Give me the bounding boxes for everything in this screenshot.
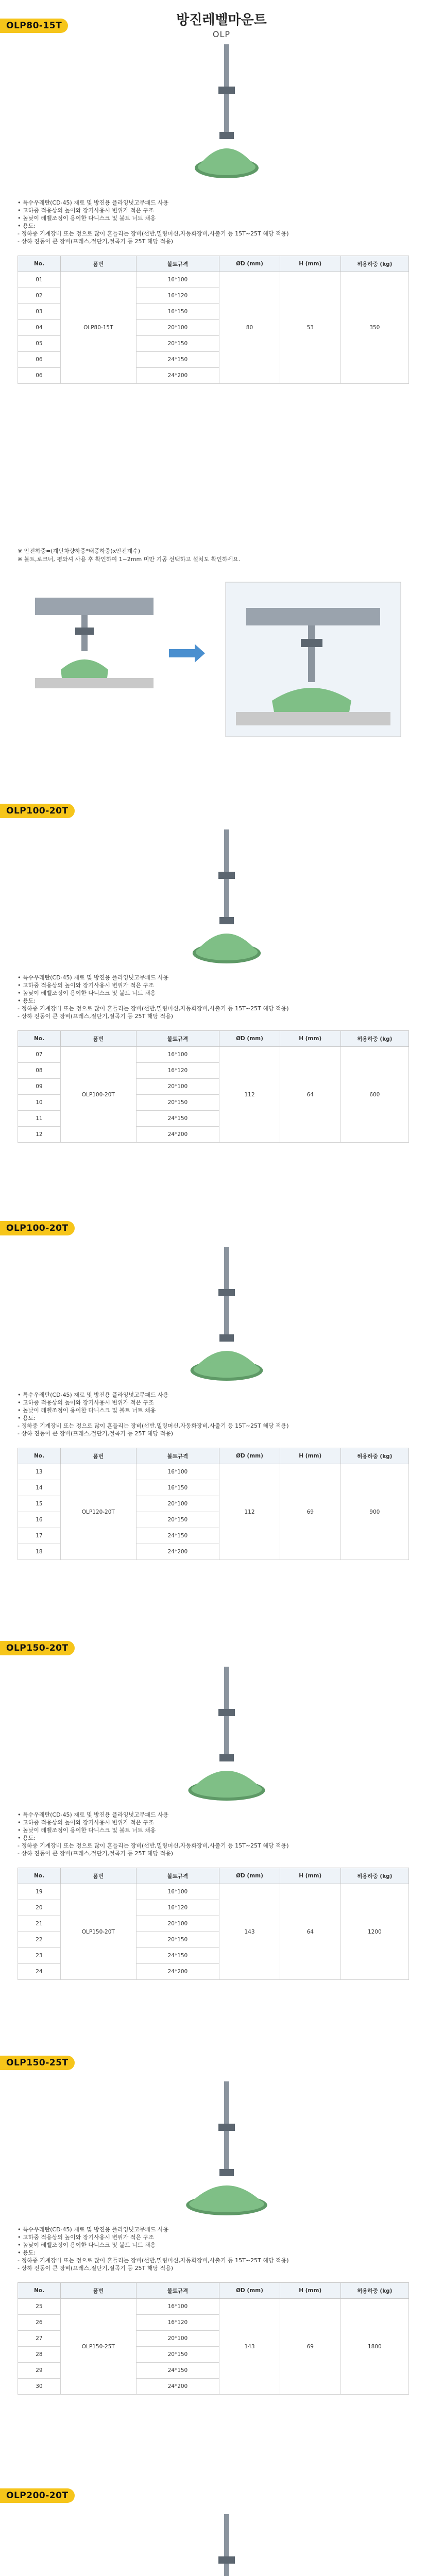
page-subtitle: OLP bbox=[212, 29, 231, 39]
page-title: 방진레벨마운트 bbox=[176, 12, 267, 28]
cell-no: 01 bbox=[18, 272, 61, 288]
feature-item: • 고하중 적용상의 높이와 장기사용시 변위가 적은 구조 bbox=[18, 1399, 154, 1406]
cell-no: 27 bbox=[18, 2331, 61, 2347]
cell-no: 14 bbox=[18, 1480, 61, 1496]
cell-bolt: 16*100 bbox=[136, 1047, 219, 1063]
cell-part: OLP120-20T bbox=[60, 1464, 136, 1560]
table-header: No. bbox=[18, 1031, 61, 1047]
cell-bolt: 16*100 bbox=[136, 272, 219, 288]
table-header: 허용하중 (kg) bbox=[340, 1031, 408, 1047]
cell-bolt: 20*150 bbox=[136, 1512, 219, 1528]
cell-no: 07 bbox=[18, 1047, 61, 1063]
table-header: 허용하중 (kg) bbox=[340, 1448, 408, 1464]
cell-no: 03 bbox=[18, 304, 61, 320]
feature-item: • 특수우레탄(CD-45) 재료 및 방진용 플라잉넛고무패드 사용 bbox=[18, 1392, 169, 1398]
diagram-notes bbox=[18, 547, 424, 564]
cell-no: 08 bbox=[18, 1063, 61, 1079]
table-row bbox=[18, 272, 409, 288]
note-item: - 상하 진동이 큰 장비(프레스,절단기,절곡기 등 25T 해당 적용) bbox=[18, 1013, 174, 1020]
cell-no: 09 bbox=[18, 1079, 61, 1095]
table-header: ØD (mm) bbox=[219, 1031, 280, 1047]
floor bbox=[35, 678, 154, 688]
cell-no: 19 bbox=[18, 1884, 61, 1900]
table-header: 볼트규격 bbox=[136, 1448, 219, 1464]
cell-bolt: 20*150 bbox=[136, 1095, 219, 1111]
note-item: - 정하중 기계장비 또는 정으로 많이 흔들리는 장비(선반,밀링머신,자동화장비,사출기 등 15T~25T 해당 적용) bbox=[18, 2257, 289, 2264]
table-row bbox=[18, 1464, 409, 1480]
feature-item: • 높낮이 레벨조정이 용이한 다니스크 및 볼트 너트 채용 bbox=[18, 1407, 156, 1414]
feature-item: • 고하중 적용상의 높이와 장기사용시 변위가 적은 구조 bbox=[18, 1819, 154, 1826]
feature-list bbox=[18, 199, 424, 245]
cell-load: 1800 bbox=[340, 2299, 408, 2395]
spec-table bbox=[18, 1448, 409, 1560]
table-row bbox=[18, 1047, 409, 1063]
floor-2 bbox=[236, 712, 390, 725]
cell-no: 20 bbox=[18, 1900, 61, 1916]
feature-list bbox=[18, 974, 424, 1020]
table-row bbox=[18, 1884, 409, 1900]
cell-no: 05 bbox=[18, 336, 61, 352]
table-header: 품번 bbox=[60, 256, 136, 272]
feature-item: • 높낮이 레벨조정이 용이한 다니스크 및 볼트 너트 채용 bbox=[18, 215, 156, 222]
cell-no: 11 bbox=[18, 1111, 61, 1127]
table-header: H (mm) bbox=[280, 1031, 340, 1047]
cell-load: 1200 bbox=[340, 1884, 408, 1980]
cell-h: 69 bbox=[280, 1464, 340, 1560]
cell-bolt: 16*120 bbox=[136, 1063, 219, 1079]
note-item: - 상하 진동이 큰 장비(프레스,절단기,절곡기 등 25T 해당 적용) bbox=[18, 2265, 174, 2272]
machine-frame-2 bbox=[246, 608, 380, 625]
table-header: 허용하중 (kg) bbox=[340, 256, 408, 272]
cell-bolt: 16*100 bbox=[136, 1464, 219, 1480]
cell-no: 24 bbox=[18, 1964, 61, 1980]
cell-no: 06 bbox=[18, 368, 61, 384]
spec-table bbox=[18, 256, 409, 384]
cell-bolt: 24*200 bbox=[136, 2379, 219, 2395]
table-header: H (mm) bbox=[280, 2283, 340, 2299]
cell-bolt: 16*100 bbox=[136, 2299, 219, 2315]
arrow-icon bbox=[169, 644, 205, 663]
table-header: ØD (mm) bbox=[219, 1448, 280, 1464]
feature-item: • 고하중 적용상의 높이와 장기사용시 변위가 적은 구조 bbox=[18, 982, 154, 989]
feature-item: • 특수우레탄(CD-45) 재료 및 방진용 플라잉넛고무패드 사용 bbox=[18, 2226, 169, 2233]
cell-bolt: 16*120 bbox=[136, 2315, 219, 2331]
feature-item: • 고하중 적용상의 높이와 장기사용시 변위가 적은 구조 bbox=[18, 207, 154, 214]
cell-load: 350 bbox=[340, 272, 408, 384]
page-header bbox=[0, 0, 443, 39]
model-tag: OLP150-20T bbox=[0, 1641, 75, 1655]
cell-h: 53 bbox=[280, 272, 340, 384]
feature-item: • 고하중 적용상의 높이와 장기사용시 변위가 적은 구조 bbox=[18, 2234, 154, 2241]
cell-bolt: 20*100 bbox=[136, 1916, 219, 1932]
cell-bolt: 20*100 bbox=[136, 320, 219, 336]
table-header: 허용하중 (kg) bbox=[340, 1868, 408, 1884]
feature-item: • 높낮이 레벨조정이 용이한 다니스크 및 볼트 너트 채용 bbox=[18, 1827, 156, 1834]
table-header: 볼트규격 bbox=[136, 2283, 219, 2299]
cell-no: 21 bbox=[18, 1916, 61, 1932]
note-item: - 상하 진동이 큰 장비(프레스,절단기,절곡기 등 25T 해당 적용) bbox=[18, 1430, 174, 1437]
cell-no: 16 bbox=[18, 1512, 61, 1528]
model-tag: OLP200-20T bbox=[0, 2488, 75, 2503]
model-tag: OLP150-25T bbox=[0, 2056, 75, 2070]
cell-bolt: 24*200 bbox=[136, 368, 219, 384]
pad-side bbox=[61, 659, 108, 678]
notes-header: • 용도: bbox=[18, 223, 36, 229]
cell-no: 28 bbox=[18, 2347, 61, 2363]
bolt-shaft-2 bbox=[308, 625, 315, 682]
mount-product-icon bbox=[175, 2076, 278, 2231]
note-item: - 상하 진동이 큰 장비(프레스,절단기,절곡기 등 25T 해당 적용) bbox=[18, 238, 174, 245]
cell-bolt: 20*150 bbox=[136, 336, 219, 352]
table-header: H (mm) bbox=[280, 1448, 340, 1464]
cell-bolt: 16*100 bbox=[136, 1884, 219, 1900]
cell-d: 143 bbox=[219, 2299, 280, 2395]
diagram-note: ※ 안전하중=(계단차량하중*태풍하중)x안전계수) bbox=[18, 548, 141, 554]
table-header: 볼트규격 bbox=[136, 1031, 219, 1047]
note-item: - 정하중 기계장비 또는 정으로 많이 흔들리는 장비(선반,밀링머신,자동화장비,사출기 등 15T~25T 해당 적용) bbox=[18, 1842, 289, 1849]
feature-list bbox=[18, 1391, 424, 1437]
feature-item: • 특수우레탄(CD-45) 재료 및 방진용 플라잉넛고무패드 사용 bbox=[18, 199, 169, 206]
cell-no: 22 bbox=[18, 1932, 61, 1948]
mount-product-icon bbox=[175, 1662, 278, 1816]
cell-no: 10 bbox=[18, 1095, 61, 1111]
cell-no: 13 bbox=[18, 1464, 61, 1480]
nut-2 bbox=[301, 639, 322, 647]
note-item: - 정하중 기계장비 또는 정으로 많이 흔들리는 장비(선반,밀링머신,자동화장비,사출기 등 15T~25T 해당 적용) bbox=[18, 1422, 289, 1429]
cell-h: 64 bbox=[280, 1047, 340, 1143]
table-header: 품번 bbox=[60, 1448, 136, 1464]
table-header: H (mm) bbox=[280, 256, 340, 272]
cell-no: 15 bbox=[18, 1496, 61, 1512]
mount-product-icon bbox=[175, 39, 278, 194]
feature-item: • 높낮이 레벨조정이 용이한 다니스크 및 볼트 너트 채용 bbox=[18, 2242, 156, 2248]
notes-header: • 용도: bbox=[18, 2249, 36, 2256]
cell-bolt: 24*150 bbox=[136, 1948, 219, 1964]
cell-no: 12 bbox=[18, 1127, 61, 1143]
table-row bbox=[18, 2299, 409, 2315]
cell-h: 64 bbox=[280, 1884, 340, 1980]
machine-frame bbox=[35, 598, 154, 615]
mount-product-icon bbox=[175, 1242, 278, 1396]
cell-part: OLP100-20T bbox=[60, 1047, 136, 1143]
notes-header: • 용도: bbox=[18, 1415, 36, 1421]
note-item: - 정하중 기계장비 또는 정으로 많이 흔들리는 장비(선반,밀링머신,자동화장비,사출기 등 15T~25T 해당 적용) bbox=[18, 1005, 289, 1012]
model-tag: OLP100-20T bbox=[0, 804, 75, 818]
cell-no: 25 bbox=[18, 2299, 61, 2315]
feature-item: • 특수우레탄(CD-45) 재료 및 방진용 플라잉넛고무패드 사용 bbox=[18, 1811, 169, 1818]
cell-load: 600 bbox=[340, 1047, 408, 1143]
cell-bolt: 16*120 bbox=[136, 1900, 219, 1916]
cell-no: 06 bbox=[18, 352, 61, 368]
cell-h: 69 bbox=[280, 2299, 340, 2395]
cell-no: 30 bbox=[18, 2379, 61, 2395]
spec-table bbox=[18, 1030, 409, 1143]
feature-list bbox=[18, 1811, 424, 1857]
note-item: - 상하 진동이 큰 장비(프레스,절단기,절곡기 등 25T 해당 적용) bbox=[18, 1850, 174, 1857]
cell-bolt: 16*150 bbox=[136, 1480, 219, 1496]
feature-item: • 높낮이 레벨조정이 용이한 다니스크 및 볼트 너트 채용 bbox=[18, 990, 156, 996]
spec-table bbox=[18, 2282, 409, 2395]
cell-part: OLP150-20T bbox=[60, 1884, 136, 1980]
cell-bolt: 24*200 bbox=[136, 1964, 219, 1980]
cell-d: 143 bbox=[219, 1884, 280, 1980]
mount-product-icon bbox=[175, 2509, 278, 2576]
table-header: No. bbox=[18, 1868, 61, 1884]
table-header: 볼트규격 bbox=[136, 1868, 219, 1884]
cell-load: 900 bbox=[340, 1464, 408, 1560]
note-item: - 정하중 기계장비 또는 정으로 많이 흔들리는 장비(선반,밀링머신,자동화장비,사출기 등 15T~25T 해당 적용) bbox=[18, 230, 289, 237]
table-header: No. bbox=[18, 2283, 61, 2299]
cell-bolt: 20*100 bbox=[136, 1079, 219, 1095]
cell-bolt: 24*200 bbox=[136, 1544, 219, 1560]
cell-bolt: 24*150 bbox=[136, 352, 219, 368]
mount-product-icon bbox=[175, 824, 278, 979]
cell-bolt: 24*200 bbox=[136, 1127, 219, 1143]
table-header: 볼트규격 bbox=[136, 256, 219, 272]
cell-d: 112 bbox=[219, 1047, 280, 1143]
cell-bolt: 24*150 bbox=[136, 1111, 219, 1127]
cell-bolt: 24*150 bbox=[136, 2363, 219, 2379]
model-tag: OLP100-20T bbox=[0, 1221, 75, 1235]
notes-header: • 용도: bbox=[18, 1835, 36, 1841]
cell-bolt: 20*150 bbox=[136, 1932, 219, 1948]
table-header: ØD (mm) bbox=[219, 256, 280, 272]
cell-no: 29 bbox=[18, 2363, 61, 2379]
installation-diagram bbox=[30, 577, 416, 742]
cell-bolt: 16*150 bbox=[136, 304, 219, 320]
cell-bolt: 20*100 bbox=[136, 1496, 219, 1512]
cell-part: OLP150-25T bbox=[60, 2299, 136, 2395]
table-header: 품번 bbox=[60, 1868, 136, 1884]
cell-bolt: 16*120 bbox=[136, 288, 219, 304]
feature-list bbox=[18, 2226, 424, 2272]
table-header: 품번 bbox=[60, 2283, 136, 2299]
nut bbox=[75, 628, 94, 635]
cell-bolt: 24*150 bbox=[136, 1528, 219, 1544]
cell-no: 02 bbox=[18, 288, 61, 304]
notes-header: • 용도: bbox=[18, 997, 36, 1004]
table-header: ØD (mm) bbox=[219, 1868, 280, 1884]
feature-item: • 특수우레탄(CD-45) 재료 및 방진용 플라잉넛고무패드 사용 bbox=[18, 974, 169, 981]
table-header: ØD (mm) bbox=[219, 2283, 280, 2299]
cell-no: 23 bbox=[18, 1948, 61, 1964]
table-header: 품번 bbox=[60, 1031, 136, 1047]
cell-no: 17 bbox=[18, 1528, 61, 1544]
table-header: No. bbox=[18, 256, 61, 272]
table-header: 허용하중 (kg) bbox=[340, 2283, 408, 2299]
cell-part: OLP80-15T bbox=[60, 272, 136, 384]
cell-d: 80 bbox=[219, 272, 280, 384]
cell-no: 04 bbox=[18, 320, 61, 336]
cell-no: 18 bbox=[18, 1544, 61, 1560]
spec-table bbox=[18, 1868, 409, 1980]
model-tag: OLP80-15T bbox=[0, 19, 68, 33]
cell-no: 26 bbox=[18, 2315, 61, 2331]
table-header: No. bbox=[18, 1448, 61, 1464]
cell-bolt: 20*100 bbox=[136, 2331, 219, 2347]
table-header: H (mm) bbox=[280, 1868, 340, 1884]
cell-d: 112 bbox=[219, 1464, 280, 1560]
diagram-note: ※ 볼트,로크너, 평와셔 사용 후 확인하여 1~2mm 미만 기공 선택하고 설치도 확인하세요. bbox=[18, 556, 241, 563]
cell-bolt: 20*150 bbox=[136, 2347, 219, 2363]
